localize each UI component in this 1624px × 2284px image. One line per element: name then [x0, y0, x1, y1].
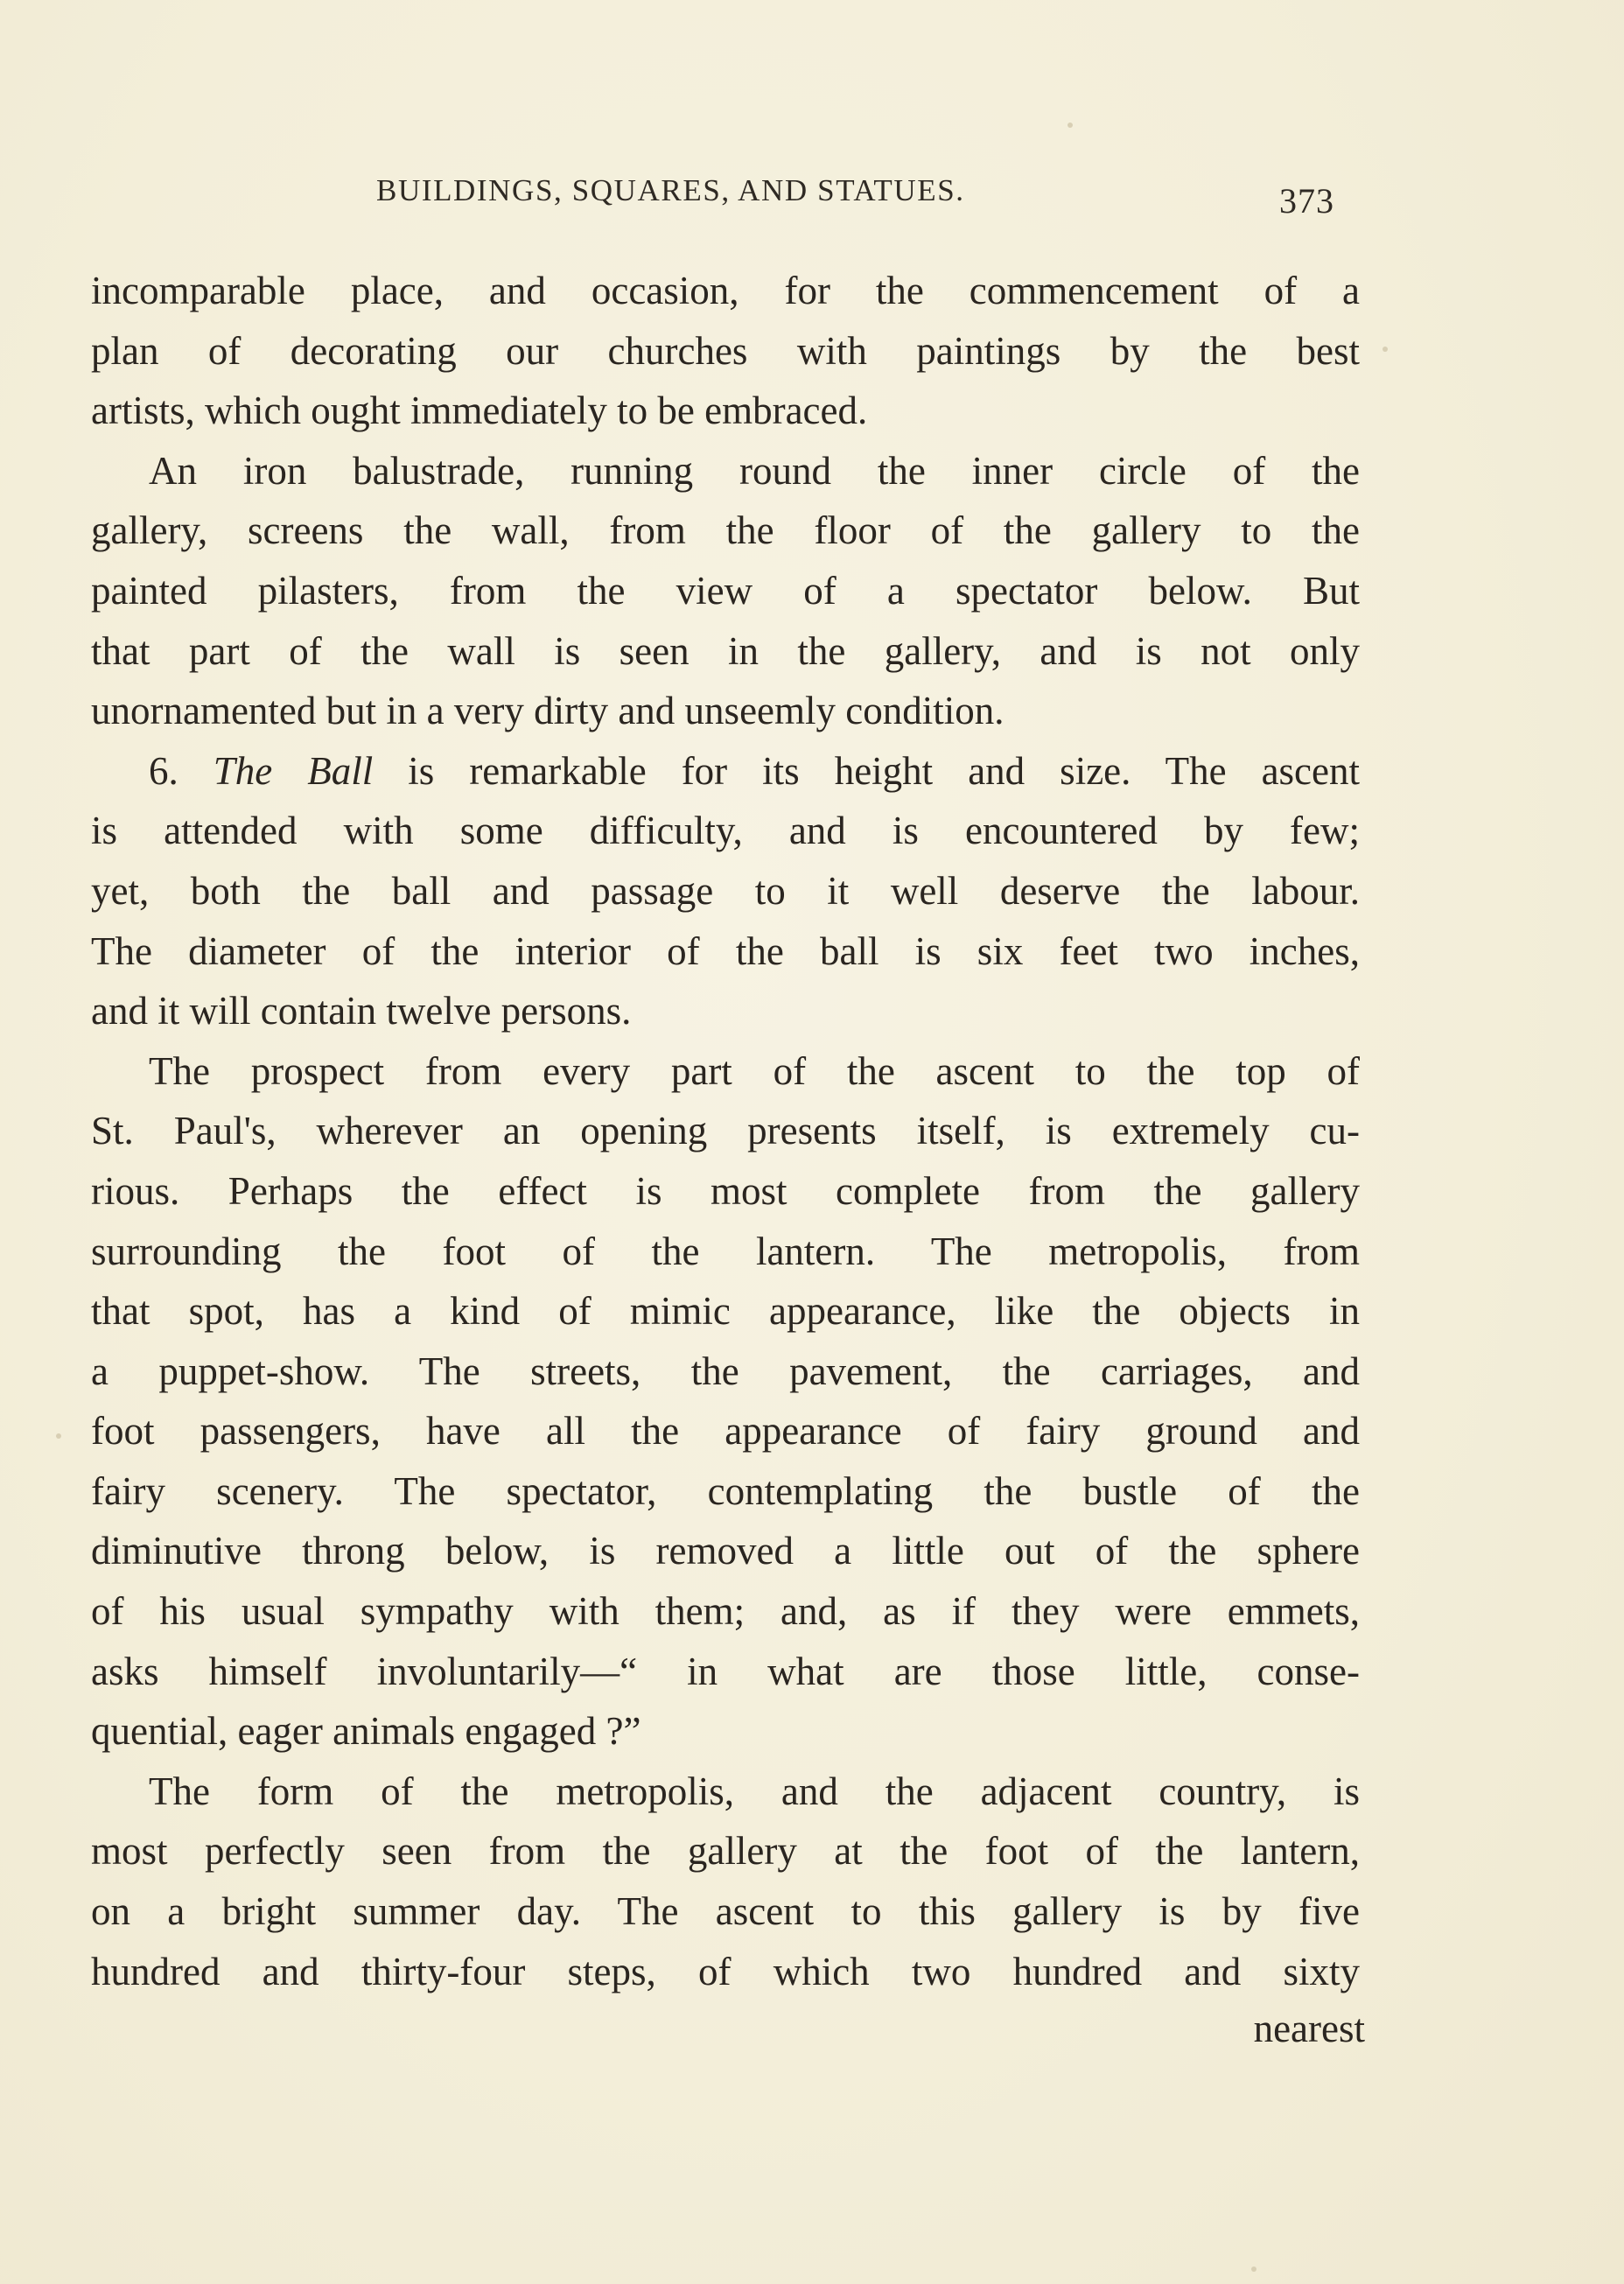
text-line: on a bright summer day. The ascent to this gallery is by five: [91, 1889, 1360, 1934]
page-number: 373: [1279, 181, 1334, 221]
running-head: BUILDINGS, SQUARES, AND STATUES.: [376, 173, 965, 207]
text-line: The prospect from every part of the ascent to the top of: [149, 1048, 1360, 1093]
text-line: asks himself involuntarily—“ in what are those little, conse-: [91, 1649, 1360, 1693]
text-line: gallery, screens the wall, from the floor of the gallery to the: [91, 508, 1360, 553]
text-line: artists, which ought immediately to be embraced.: [91, 389, 868, 433]
catchword: nearest: [1253, 2007, 1365, 2050]
page-header: [0, 173, 1624, 226]
text-line: The form of the metropolis, and the adjacent country, is: [149, 1769, 1360, 1813]
body-text: [91, 261, 1360, 2001]
paper-speck: [1068, 123, 1073, 128]
text-line: of his usual sympathy with them; and, as if they were emmets,: [91, 1589, 1360, 1634]
text-line: The diameter of the interior of the ball is six feet two inches,: [91, 928, 1360, 973]
text-line: foot passengers, have all the appearance of fairy ground and: [91, 1409, 1360, 1454]
section-heading-italic: The Ball: [213, 748, 374, 793]
paper-speck: [56, 1433, 61, 1439]
text-line: incomparable place, and occasion, for the commencement of a: [91, 269, 1360, 312]
text-line: most perfectly seen from the gallery at the foot of the lantern,: [91, 1829, 1360, 1874]
text-line: quential, eager animals engaged ?”: [91, 1709, 641, 1754]
text-line: An iron balustrade, running round the inner circle of the: [149, 448, 1360, 493]
text-line: hundred and thirty-four steps, of which two hundred and sixty: [91, 1949, 1360, 1993]
text-line: a puppet-show. The streets, the pavement, the carriages, and: [91, 1349, 1360, 1393]
text-line: and it will contain twelve persons.: [91, 989, 632, 1033]
text-line: plan of decorating our churches with paintings by the best: [91, 328, 1360, 373]
text-line: rious. Perhaps the effect is most complete from the gallery: [91, 1168, 1360, 1213]
text-line: that part of the wall is seen in the gallery, and is not only: [91, 628, 1360, 673]
text-line: [91, 741, 1360, 802]
text-line: painted pilasters, from the view of a spectator below. But: [91, 568, 1360, 613]
text-line: unornamented but in a very dirty and unseemly condition.: [91, 689, 1004, 733]
line-rest: is remarkable for its height and size. The ascent: [373, 748, 1360, 793]
text-line: surrounding the foot of the lantern. The metropolis, from: [91, 1229, 1360, 1273]
text-line: St. Paul's, wherever an opening presents itself, is extremely cu-: [91, 1109, 1360, 1153]
text-line: is attended with some difficulty, and is encountered by few;: [91, 809, 1360, 853]
text-line: that spot, has a kind of mimic appearance, like the objects in: [91, 1289, 1360, 1334]
paper-speck: [1251, 2266, 1256, 2272]
text-line: yet, both the ball and passage to it well deserve the labour.: [91, 868, 1360, 913]
text-line: diminutive throng below, is removed a little out of the sphere: [91, 1529, 1360, 1573]
paper-speck: [1382, 347, 1388, 352]
section-number: 6.: [149, 748, 214, 793]
text-line: fairy scenery. The spectator, contemplating the bustle of the: [91, 1468, 1360, 1513]
